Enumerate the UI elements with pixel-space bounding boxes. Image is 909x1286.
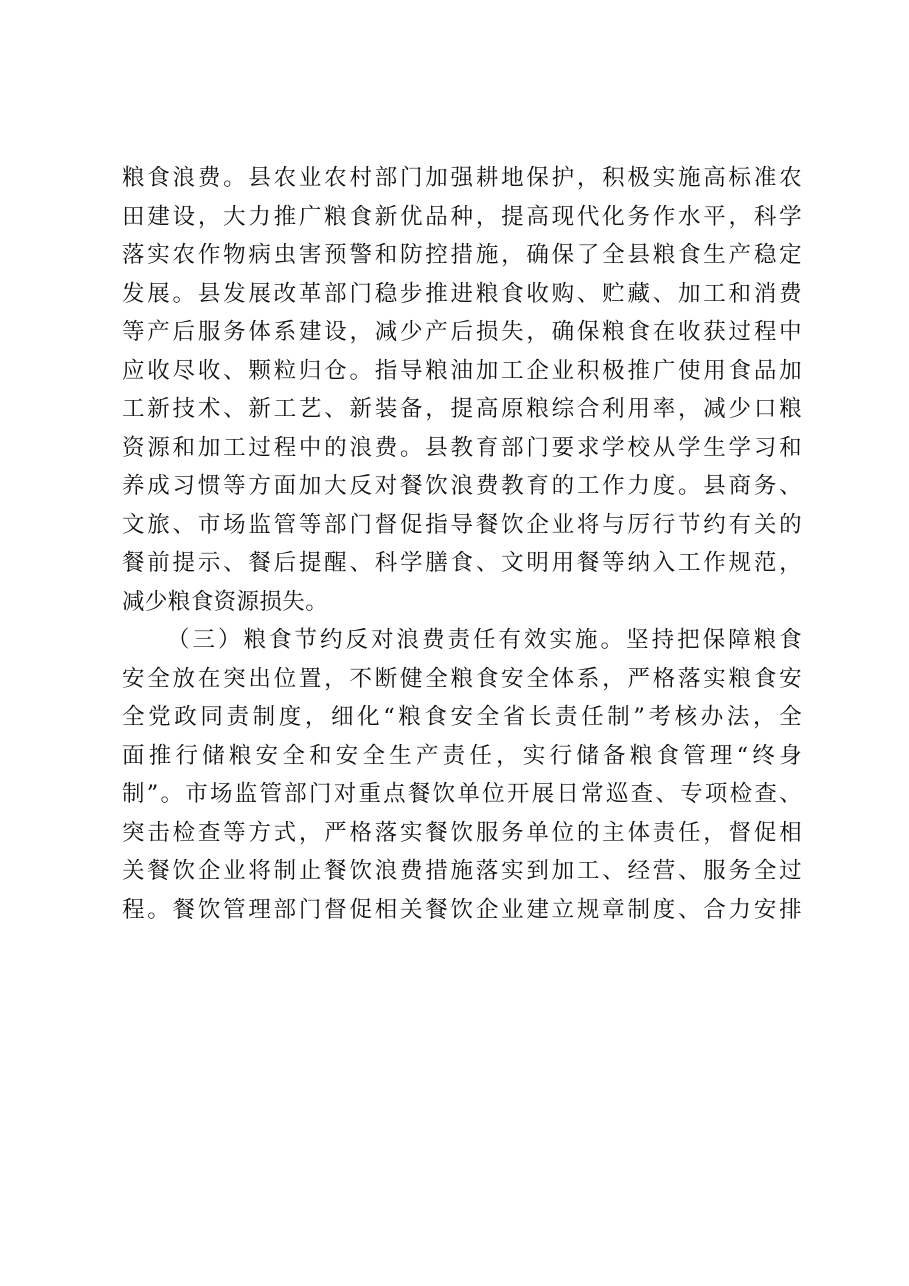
text-line: 田建设，大力推广粮食新优品种，提高现代化务作水平，科学	[122, 203, 802, 230]
text-line: 应收尽收、颗粒归仓。指导粮油加工企业积极推广使用食品加	[122, 357, 802, 384]
text-line: 工新技术、新工艺、新装备，提高原粮综合利用率，减少口粮	[122, 396, 802, 422]
text-line: 减少粮食资源损失。	[122, 588, 329, 615]
text-line: 粮食浪费。县农业农村部门加强耕地保护，积极实施高标准农	[122, 165, 802, 191]
text-line: 发展。县发展改革部门稳步推进粮食收购、贮藏、加工和消费	[122, 280, 802, 307]
text-line: 落实农作物病虫害预警和防控措施，确保了全县粮食生产稳定	[122, 242, 802, 268]
text-line: 等产后服务体系建设，减少产后损失，确保粮食在收获过程中	[122, 319, 802, 345]
text-line: 面推行储粮安全和安全生产责任，实行储备粮食管理“终身	[122, 742, 802, 769]
text-line: 安全放在突出位置，不断健全粮食安全体系，严格落实粮食安	[122, 665, 802, 692]
text-line: 突击检查等方式，严格落实餐饮服务单位的主体责任，督促相	[122, 819, 802, 846]
text-line: 关餐饮企业将制止餐饮浪费措施落实到加工、经营、服务全过	[122, 858, 802, 884]
text-line: 程。餐饮管理部门督促相关餐饮企业建立规章制度、合力安排	[122, 896, 802, 923]
body-text	[122, 159, 802, 929]
text-line: 全党政同责制度，细化“粮食安全省长责任制”考核办法，全	[122, 704, 802, 730]
text-line: 资源和加工过程中的浪费。县教育部门要求学校从学生学习和	[122, 434, 802, 461]
text-line: 文旅、市场监管等部门督促指导餐饮企业将与厉行节约有关的	[122, 511, 802, 538]
section-heading-line: （三）粮食节约反对浪费责任有效实施。坚持把保障粮食	[167, 627, 802, 653]
text-line: 制”。市场监管部门对重点餐饮单位开展日常巡查、专项检查、	[122, 781, 802, 807]
text-line: 餐前提示、餐后提醒、科学膳食、文明用餐等纳入工作规范，	[122, 550, 802, 576]
text-line: 养成习惯等方面加大反对餐饮浪费教育的工作力度。县商务、	[122, 473, 802, 499]
